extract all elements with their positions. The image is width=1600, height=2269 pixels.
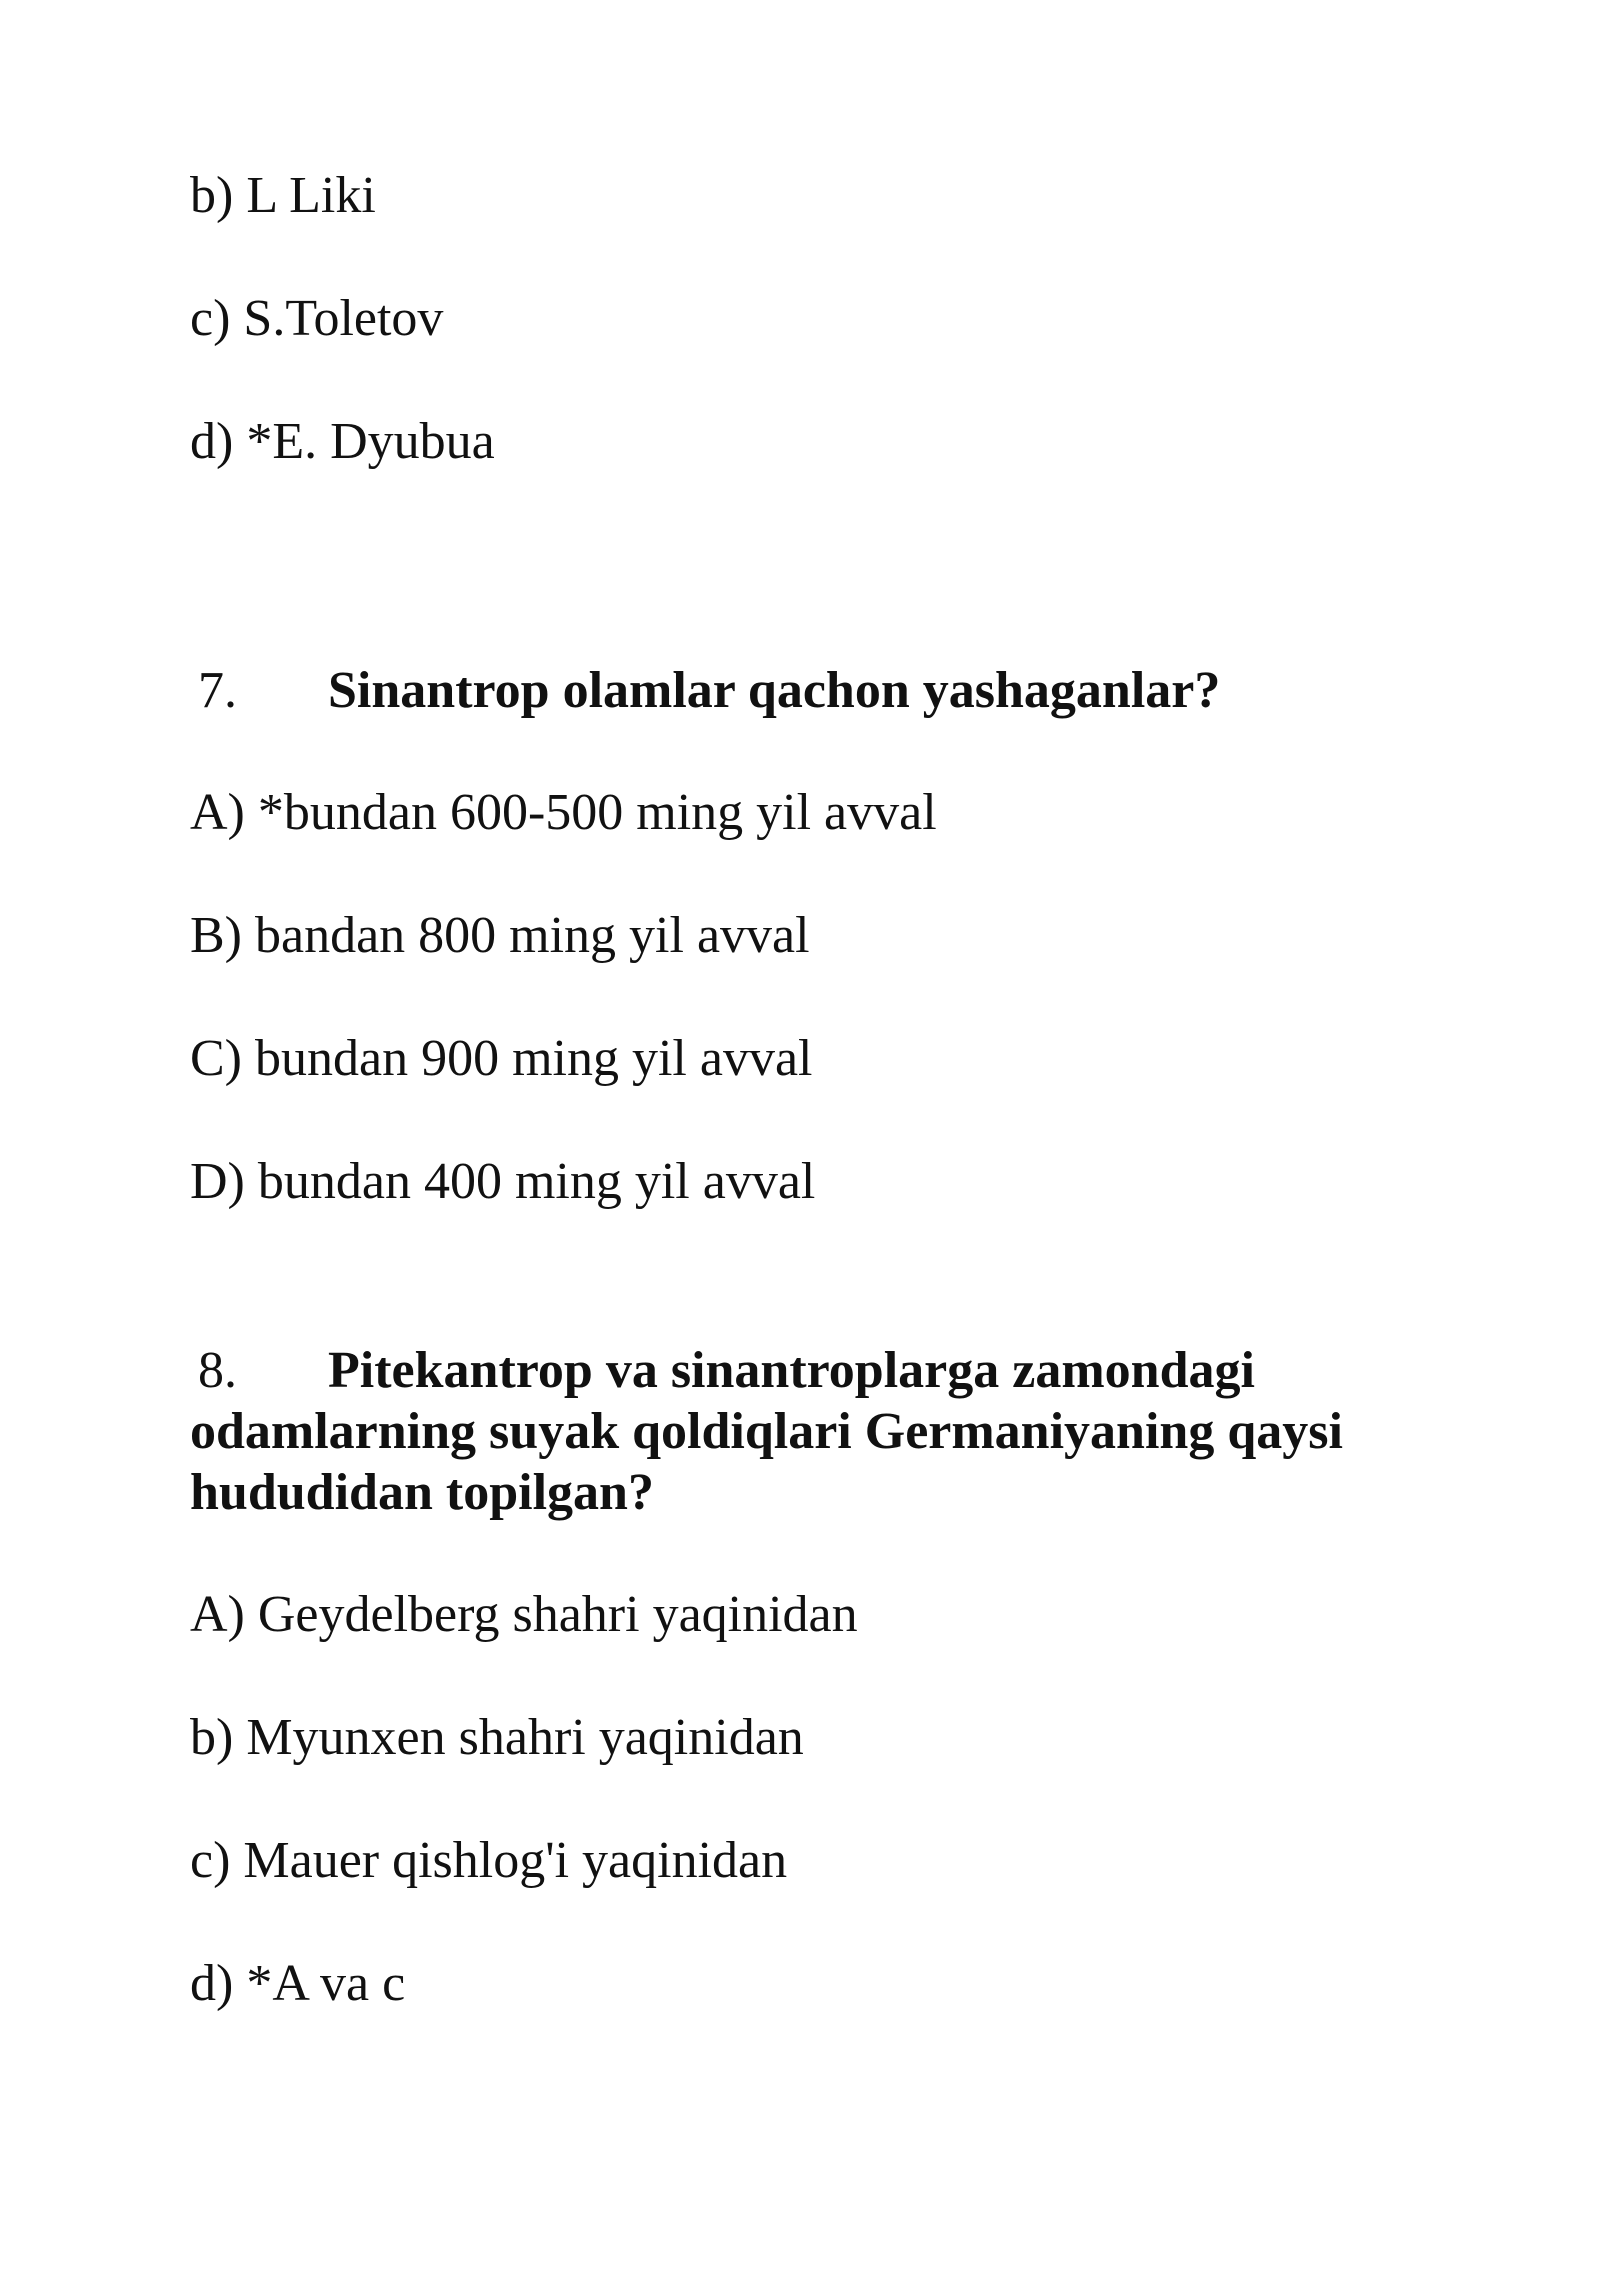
q8-option-d: d) *A va c — [190, 1955, 406, 2012]
question-number: 7. — [198, 662, 237, 719]
q7-option-c: C) bundan 900 ming yil avval — [190, 1030, 813, 1087]
q7-option-d: D) bundan 400 ming yil avval — [190, 1153, 816, 1210]
option-c-toletov: c) S.Toletov — [190, 290, 444, 347]
question-number: 8. — [198, 1342, 237, 1399]
question-text: Sinantrop olamlar qachon yashaganlar? — [328, 662, 1221, 719]
option-d-dyubua: d) *E. Dyubua — [190, 413, 495, 470]
q7-option-b: B) bandan 800 ming yil avval — [190, 907, 810, 964]
q7-option-a: A) *bundan 600-500 ming yil avval — [190, 784, 937, 841]
question-7 — [190, 660, 1440, 721]
question-8 — [190, 1340, 1440, 1523]
question-text: Pitekantrop va sinantroplarga zamondagi odamlarning suyak qoldiqlari Germaniyaning qaysi hududidan topilgan? — [190, 1342, 1343, 1521]
q8-option-a: A) Geydelberg shahri yaqinidan — [190, 1586, 858, 1643]
q8-option-c: c) Mauer qishlog'i yaqinidan — [190, 1832, 788, 1889]
option-b-liki: b) L Liki — [190, 167, 376, 224]
q8-option-b: b) Myunxen shahri yaqinidan — [190, 1709, 804, 1766]
